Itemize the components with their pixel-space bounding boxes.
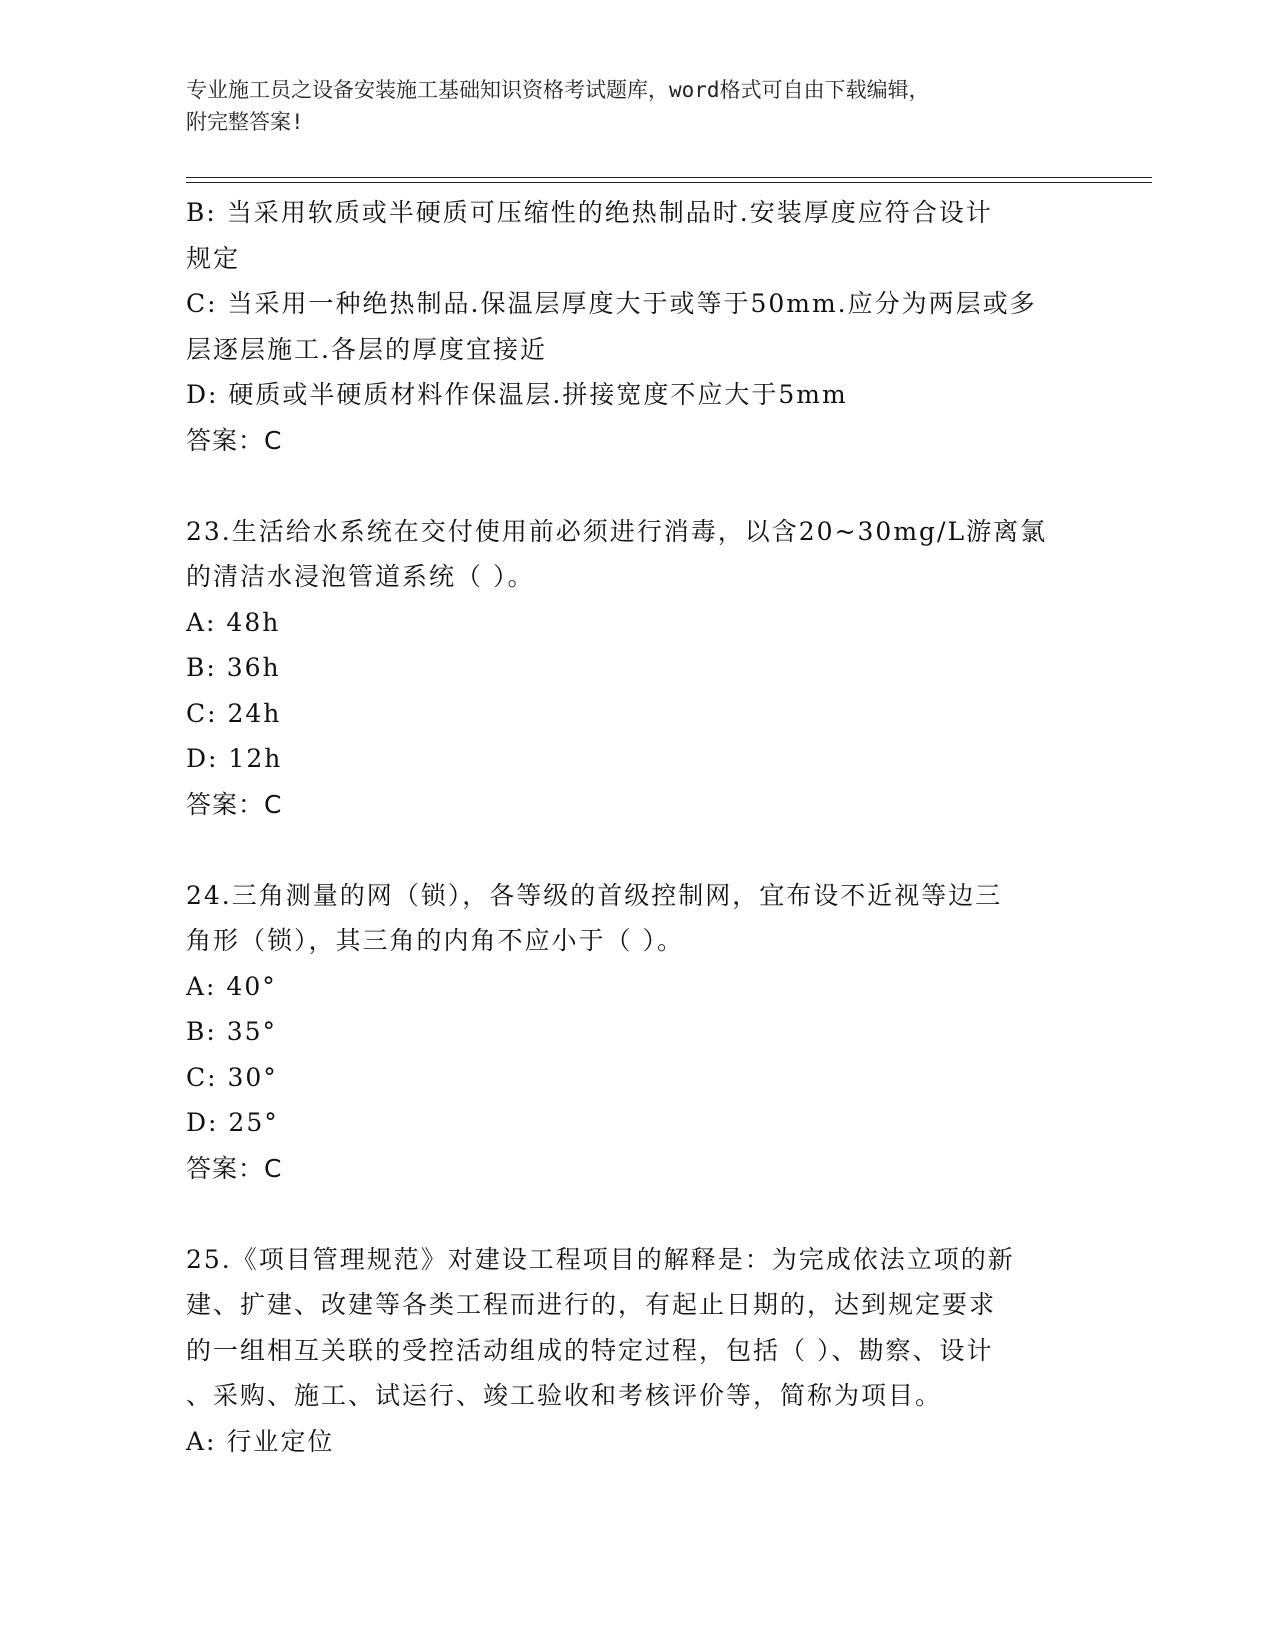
spacer <box>186 827 1086 873</box>
question-stem-line-4: 、采购、施工、试运行、竣工验收和考核评价等，简称为项目。 <box>186 1381 943 1410</box>
header-divider-bottom <box>186 182 1152 183</box>
option-d: D: 25° <box>186 1108 279 1137</box>
option-a: A: 40° <box>186 971 277 1001</box>
option-a: A: 48h <box>186 607 281 637</box>
option-b-line-1: B: 当采用软质或半硬质可压缩性的绝热制品时.安装厚度应符合设计 <box>186 198 993 227</box>
option-a: A: 行业定位 <box>186 1426 335 1456</box>
option-c-line-2: 层逐层施工.各层的厚度宜接近 <box>186 334 547 364</box>
option-c-line-1: C: 当采用一种绝热制品.保温层厚度大于或等于50mm.应分为两层或多 <box>186 289 1037 318</box>
answer: 答案：C <box>186 425 283 455</box>
spacer <box>186 1191 1086 1237</box>
question-23 <box>186 509 1086 828</box>
question-24 <box>186 873 1086 1192</box>
option-b: B: 36h <box>186 653 281 682</box>
option-c: C: 24h <box>186 698 282 728</box>
question-stem-line-1: 25.《项目管理规范》对建设工程项目的解释是：为完成依法立项的新 <box>186 1244 1015 1274</box>
question-stem-line-3: 的一组相互关联的受控活动组成的特定过程，包括（ ）、勘察、设计 <box>186 1335 994 1365</box>
question-content <box>186 190 1086 1464</box>
question-stem-line-2: 建、扩建、改建等各类工程而进行的，有起止日期的，达到规定要求 <box>186 1290 997 1319</box>
question-stem-line-1: 23.生活给水系统在交付使用前必须进行消毒，以含20~30mg/L游离氯 <box>186 516 1048 546</box>
option-c: C: 30° <box>186 1062 278 1092</box>
answer: 答案：C <box>186 789 283 819</box>
prev-question-block <box>186 190 1086 463</box>
header-divider-top <box>186 177 1152 178</box>
option-b: B: 35° <box>186 1017 278 1046</box>
question-25 <box>186 1237 1086 1465</box>
question-stem-line-2: 角形（锁），其三角的内角不应小于（ ）。 <box>186 926 684 955</box>
option-b-line-2: 规定 <box>186 243 241 273</box>
question-stem-line-1: 24.三角测量的网（锁），各等级的首级控制网，宜布设不近视等边三 <box>186 880 1003 910</box>
document-header <box>186 74 1066 138</box>
header-line-1: 专业施工员之设备安装施工基础知识资格考试题库，word格式可自由下载编辑， <box>186 78 930 102</box>
header-line-2: 附完整答案! <box>186 110 304 134</box>
option-d: D: 12h <box>186 744 283 773</box>
option-d: D: 硬质或半硬质材料作保温层.拼接宽度不应大于5mm <box>186 380 848 409</box>
answer: 答案：C <box>186 1153 283 1183</box>
spacer <box>186 463 1086 509</box>
question-stem-line-2: 的清洁水浸泡管道系统（ ）。 <box>186 562 535 591</box>
